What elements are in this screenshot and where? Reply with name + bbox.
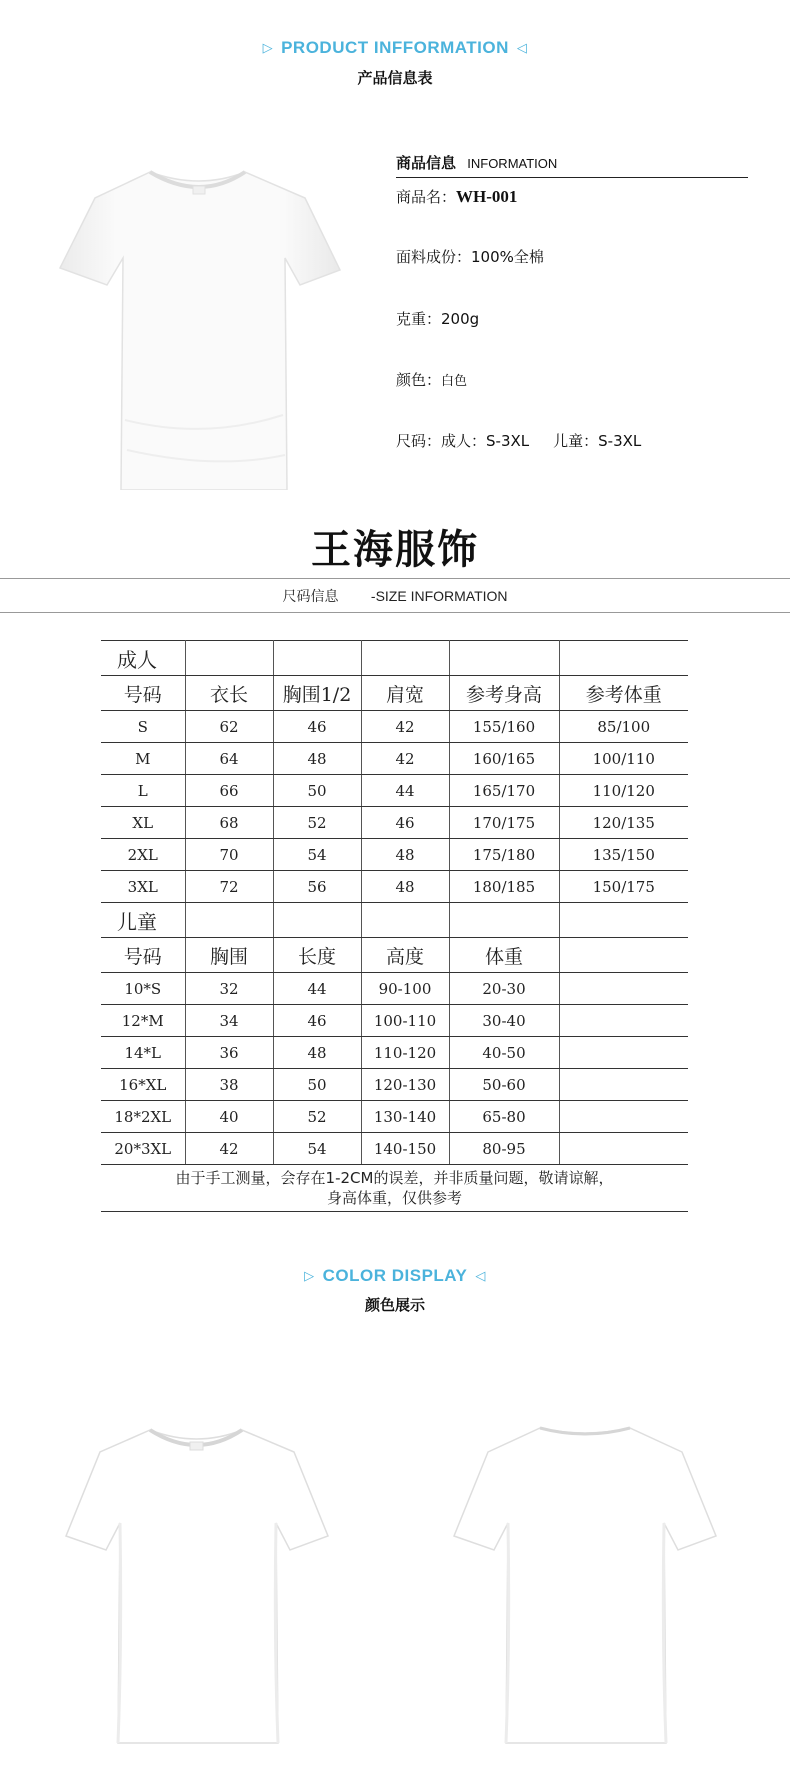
table-cell — [559, 973, 688, 1005]
column-header: 长度 — [273, 938, 361, 973]
table-cell: 48 — [273, 743, 361, 775]
table-cell: S — [101, 711, 185, 743]
column-header: 体重 — [449, 938, 559, 973]
column-header — [559, 938, 688, 973]
table-cell: 170/175 — [449, 807, 559, 839]
product-image — [55, 150, 345, 490]
table-cell: 48 — [361, 839, 449, 871]
size-info-bar: 尺码信息 -SIZE INFORMATION — [282, 588, 508, 605]
table-cell: 66 — [185, 775, 273, 807]
table-cell: 140-150 — [361, 1133, 449, 1165]
table-cell: 36 — [185, 1037, 273, 1069]
column-header: 参考身高 — [449, 676, 559, 711]
size-bar-top-line — [0, 578, 790, 579]
brand-title: 王海服饰 — [311, 526, 479, 573]
table-cell: 100/110 — [559, 743, 688, 775]
table-cell: M — [101, 743, 185, 775]
empty-cell — [273, 903, 361, 938]
table-cell: 110-120 — [361, 1037, 449, 1069]
table-cell — [559, 1037, 688, 1069]
table-cell: 65-80 — [449, 1101, 559, 1133]
info-divider — [396, 177, 748, 178]
size-table — [101, 640, 688, 1212]
note-row — [101, 1165, 688, 1212]
table-cell: 90-100 — [361, 973, 449, 1005]
triangle-left-icon: ◁ — [516, 40, 528, 55]
empty-cell — [361, 903, 449, 938]
table-cell: 32 — [185, 973, 273, 1005]
column-header: 胸围 — [185, 938, 273, 973]
info-header: 商品信息 INFORMATION — [396, 154, 558, 172]
table-cell: 80-95 — [449, 1133, 559, 1165]
table-cell: 16*XL — [101, 1069, 185, 1101]
kids-section-row — [101, 903, 688, 938]
table-row — [101, 871, 688, 903]
column-header: 衣长 — [185, 676, 273, 711]
table-row — [101, 1069, 688, 1101]
table-cell: 155/160 — [449, 711, 559, 743]
table-cell — [559, 1005, 688, 1037]
table-cell: 175/180 — [449, 839, 559, 871]
column-header: 参考体重 — [559, 676, 688, 711]
table-row — [101, 1037, 688, 1069]
table-cell: 38 — [185, 1069, 273, 1101]
table-cell: XL — [101, 807, 185, 839]
table-cell: 56 — [273, 871, 361, 903]
column-header: 高度 — [361, 938, 449, 973]
table-cell: 3XL — [101, 871, 185, 903]
table-cell: 12*M — [101, 1005, 185, 1037]
size-bar-bottom-line — [0, 612, 790, 613]
table-cell: 52 — [273, 807, 361, 839]
table-row — [101, 775, 688, 807]
column-header: 胸围1/2 — [273, 676, 361, 711]
table-cell: 2XL — [101, 839, 185, 871]
table-cell: 20-30 — [449, 973, 559, 1005]
table-cell: 44 — [273, 973, 361, 1005]
table-cell: 42 — [185, 1133, 273, 1165]
table-cell: 120-130 — [361, 1069, 449, 1101]
weight-row: 克重：200g — [396, 310, 480, 328]
table-row — [101, 839, 688, 871]
color-section-subtitle: 颜色展示 — [364, 1296, 425, 1314]
table-cell: 85/100 — [559, 711, 688, 743]
column-header: 肩宽 — [361, 676, 449, 711]
note-line: 由于手工测量，会存在1-2CM的误差，并非质量问题，敬请谅解， — [175, 1169, 614, 1187]
table-cell: 14*L — [101, 1037, 185, 1069]
table-cell: 52 — [273, 1101, 361, 1133]
table-cell: 68 — [185, 807, 273, 839]
table-cell: 50 — [273, 1069, 361, 1101]
table-cell: 50-60 — [449, 1069, 559, 1101]
table-cell — [559, 1101, 688, 1133]
empty-cell — [559, 903, 688, 938]
color-section-title: ▷ COLOR DISPLAY ◁ — [304, 1266, 486, 1285]
table-cell: 40 — [185, 1101, 273, 1133]
empty-cell — [449, 641, 559, 676]
table-cell: 165/170 — [449, 775, 559, 807]
note-line: 身高体重，仅供参考 — [326, 1189, 462, 1207]
table-cell: 46 — [273, 1005, 361, 1037]
table-cell: 130-140 — [361, 1101, 449, 1133]
table-cell: 64 — [185, 743, 273, 775]
table-note — [101, 1165, 688, 1212]
table-cell: 20*3XL — [101, 1133, 185, 1165]
column-header: 号码 — [101, 676, 185, 711]
fabric-row: 面料成份：100%全棉 — [396, 248, 544, 266]
product-name-row: 商品名：WH-001 — [396, 187, 518, 206]
table-row — [101, 711, 688, 743]
table-cell: 50 — [273, 775, 361, 807]
table-cell: 54 — [273, 1133, 361, 1165]
table-cell: 44 — [361, 775, 449, 807]
table-row — [101, 1101, 688, 1133]
table-row — [101, 807, 688, 839]
table-cell: 46 — [361, 807, 449, 839]
product-section-subtitle: 产品信息表 — [357, 69, 433, 87]
triangle-right-icon: ▷ — [304, 1268, 315, 1283]
table-cell: 48 — [273, 1037, 361, 1069]
size-row: 尺码：成人：S-3XL 儿童：S-3XL — [396, 432, 642, 450]
color-row: 颜色：白色 — [396, 371, 468, 389]
table-row — [101, 1133, 688, 1165]
table-cell: 135/150 — [559, 839, 688, 871]
table-cell: 70 — [185, 839, 273, 871]
column-header: 号码 — [101, 938, 185, 973]
table-cell: 42 — [361, 743, 449, 775]
table-cell: 100-110 — [361, 1005, 449, 1037]
table-row — [101, 743, 688, 775]
table-cell: 54 — [273, 839, 361, 871]
kids-header-row — [101, 938, 688, 973]
empty-cell — [559, 641, 688, 676]
size-table-body — [101, 641, 688, 1212]
table-cell: 46 — [273, 711, 361, 743]
empty-cell — [449, 903, 559, 938]
shirt-front-image — [62, 1418, 332, 1748]
table-cell — [559, 1069, 688, 1101]
triangle-right-icon: ▷ — [262, 40, 274, 55]
table-cell: L — [101, 775, 185, 807]
triangle-left-icon: ◁ — [475, 1268, 486, 1283]
table-cell: 180/185 — [449, 871, 559, 903]
product-section-title: ▷ PRODUCT INFFORMATION ◁ — [262, 38, 528, 57]
kids-section-title: 儿童 — [101, 903, 185, 938]
adult-section-row — [101, 641, 688, 676]
table-cell: 110/120 — [559, 775, 688, 807]
table-cell: 150/175 — [559, 871, 688, 903]
table-cell: 40-50 — [449, 1037, 559, 1069]
adult-header-row — [101, 676, 688, 711]
table-cell: 62 — [185, 711, 273, 743]
table-cell: 160/165 — [449, 743, 559, 775]
table-cell — [559, 1133, 688, 1165]
table-cell: 48 — [361, 871, 449, 903]
table-cell: 30-40 — [449, 1005, 559, 1037]
table-row — [101, 1005, 688, 1037]
empty-cell — [185, 641, 273, 676]
adult-section-title: 成人 — [101, 641, 185, 676]
empty-cell — [185, 903, 273, 938]
table-cell: 72 — [185, 871, 273, 903]
table-cell: 42 — [361, 711, 449, 743]
table-cell: 34 — [185, 1005, 273, 1037]
shirt-back-image — [450, 1418, 720, 1748]
table-row — [101, 973, 688, 1005]
table-cell: 10*S — [101, 973, 185, 1005]
empty-cell — [273, 641, 361, 676]
table-cell: 18*2XL — [101, 1101, 185, 1133]
empty-cell — [361, 641, 449, 676]
table-cell: 120/135 — [559, 807, 688, 839]
